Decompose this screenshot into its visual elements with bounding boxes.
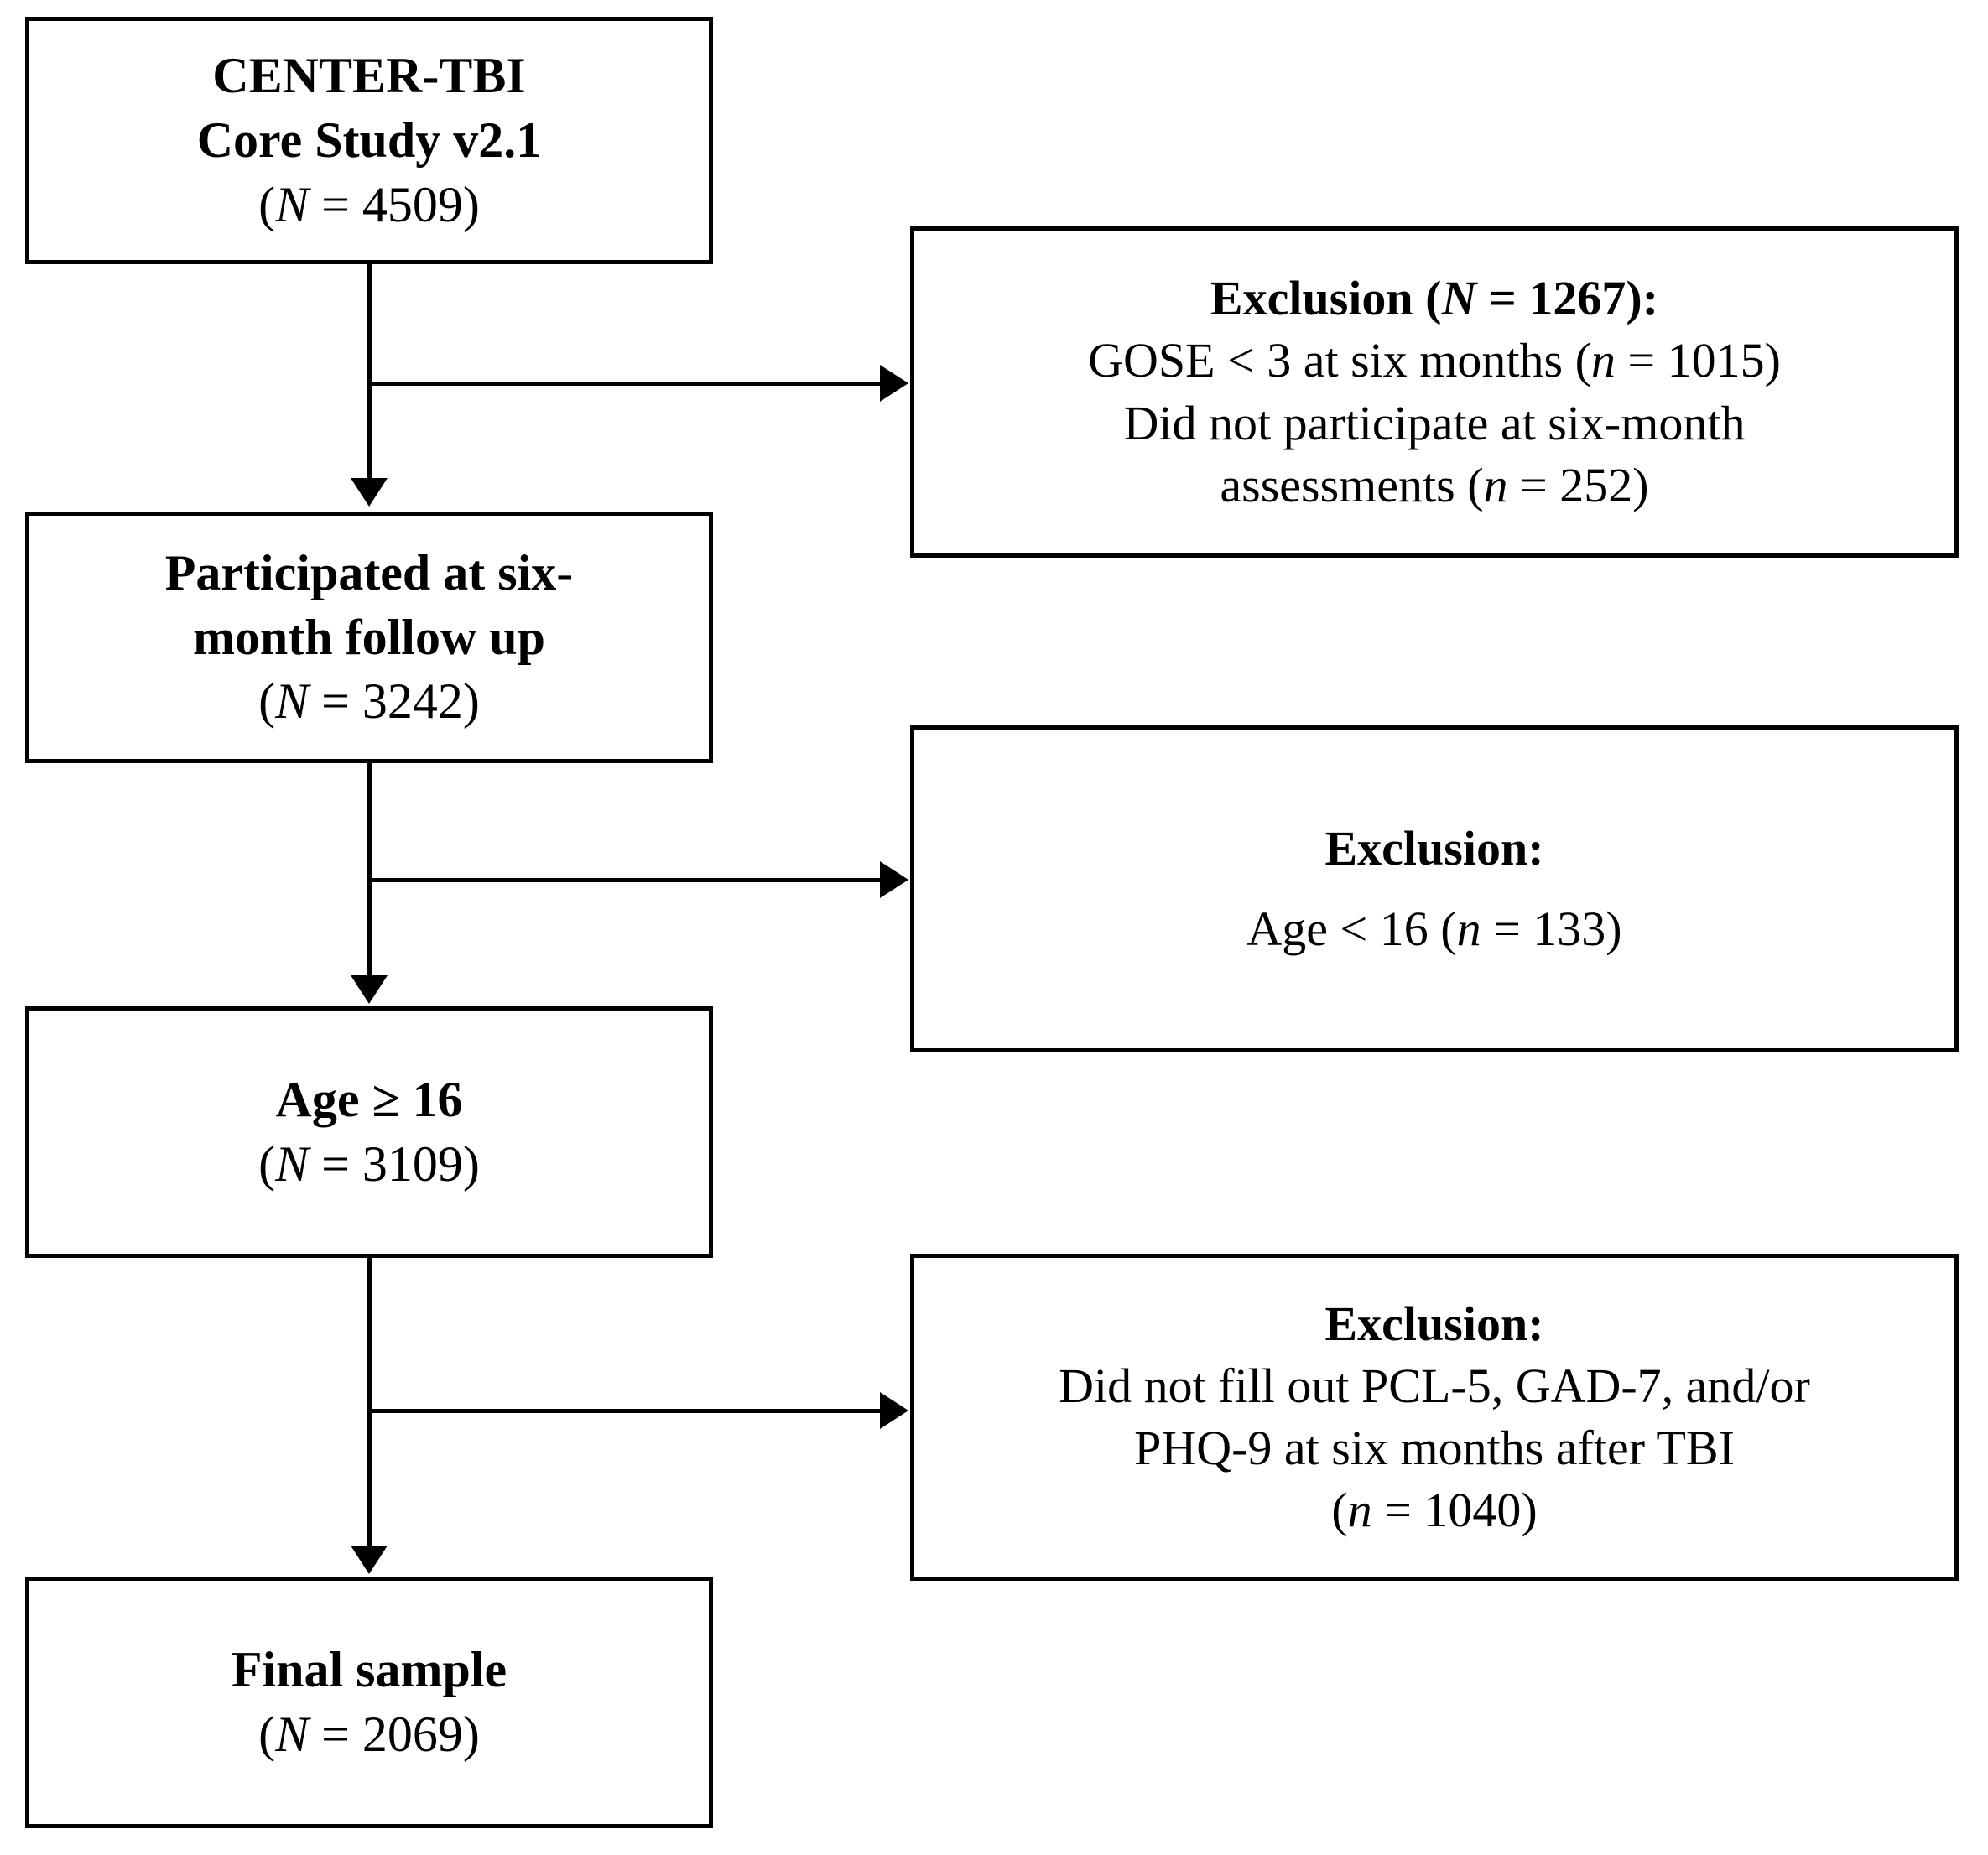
node-exclusion-2 bbox=[910, 725, 1959, 1052]
node-exclusion-1-line2: GOSE < 3 at six months (n = 1015) bbox=[1088, 333, 1781, 388]
node-final-line1: Final sample bbox=[231, 1642, 507, 1698]
node-exclusion-1-line4: assessments (n = 252) bbox=[1220, 457, 1649, 512]
node-exclusion-3-line3: PHQ-9 at six months after TBI bbox=[1134, 1421, 1735, 1475]
connector-age-to-final bbox=[367, 1258, 372, 1547]
node-exclusion-2-line1: Exclusion: bbox=[1324, 820, 1544, 876]
node-final-line2: (N = 2069) bbox=[258, 1707, 480, 1762]
node-source bbox=[25, 17, 713, 264]
connector-source-to-six bbox=[367, 264, 372, 481]
node-six-month-line3: (N = 3242) bbox=[258, 673, 480, 730]
arrowhead-age-to-final bbox=[351, 1546, 388, 1574]
node-age-line2: (N = 3109) bbox=[258, 1136, 480, 1192]
node-exclusion-3-line2: Did not fill out PCL-5, GAD-7, and/or bbox=[1059, 1358, 1810, 1413]
node-exclusion-3-line1: Exclusion: bbox=[1324, 1296, 1544, 1351]
branch-line-exclusion-2 bbox=[367, 878, 888, 882]
arrowhead-source-to-six bbox=[351, 478, 388, 507]
node-exclusion-3 bbox=[910, 1254, 1959, 1581]
node-exclusion-3-line4: (n = 1040) bbox=[1331, 1483, 1538, 1538]
connector-six-to-age bbox=[367, 763, 372, 977]
node-exclusion-1-line3: Did not participate at six-month bbox=[1123, 395, 1746, 450]
arrowhead-six-to-age bbox=[351, 975, 388, 1004]
arrowhead-exclusion-2 bbox=[880, 861, 908, 898]
node-source-line2: Core Study v2.1 bbox=[196, 112, 542, 169]
node-exclusion-1-line1: Exclusion (N = 1267): bbox=[1210, 271, 1659, 326]
node-six-month-line1: Participated at six- bbox=[164, 544, 574, 600]
node-final-sample bbox=[25, 1577, 713, 1828]
node-six-month-line2: month follow up bbox=[192, 609, 546, 665]
arrowhead-exclusion-1 bbox=[880, 365, 908, 402]
node-exclusion-2-line2: Age < 16 (n = 133) bbox=[1246, 902, 1622, 956]
node-exclusion-1 bbox=[910, 226, 1959, 558]
branch-line-exclusion-1 bbox=[367, 382, 888, 386]
branch-line-exclusion-3 bbox=[367, 1409, 888, 1413]
node-age bbox=[25, 1006, 713, 1258]
node-source-line1: CENTER-TBI bbox=[212, 48, 526, 104]
node-six-month-followup bbox=[25, 512, 713, 763]
node-source-line3: (N = 4509) bbox=[258, 176, 480, 232]
node-age-line1: Age ≥ 16 bbox=[275, 1072, 463, 1128]
arrowhead-exclusion-3 bbox=[880, 1392, 908, 1429]
